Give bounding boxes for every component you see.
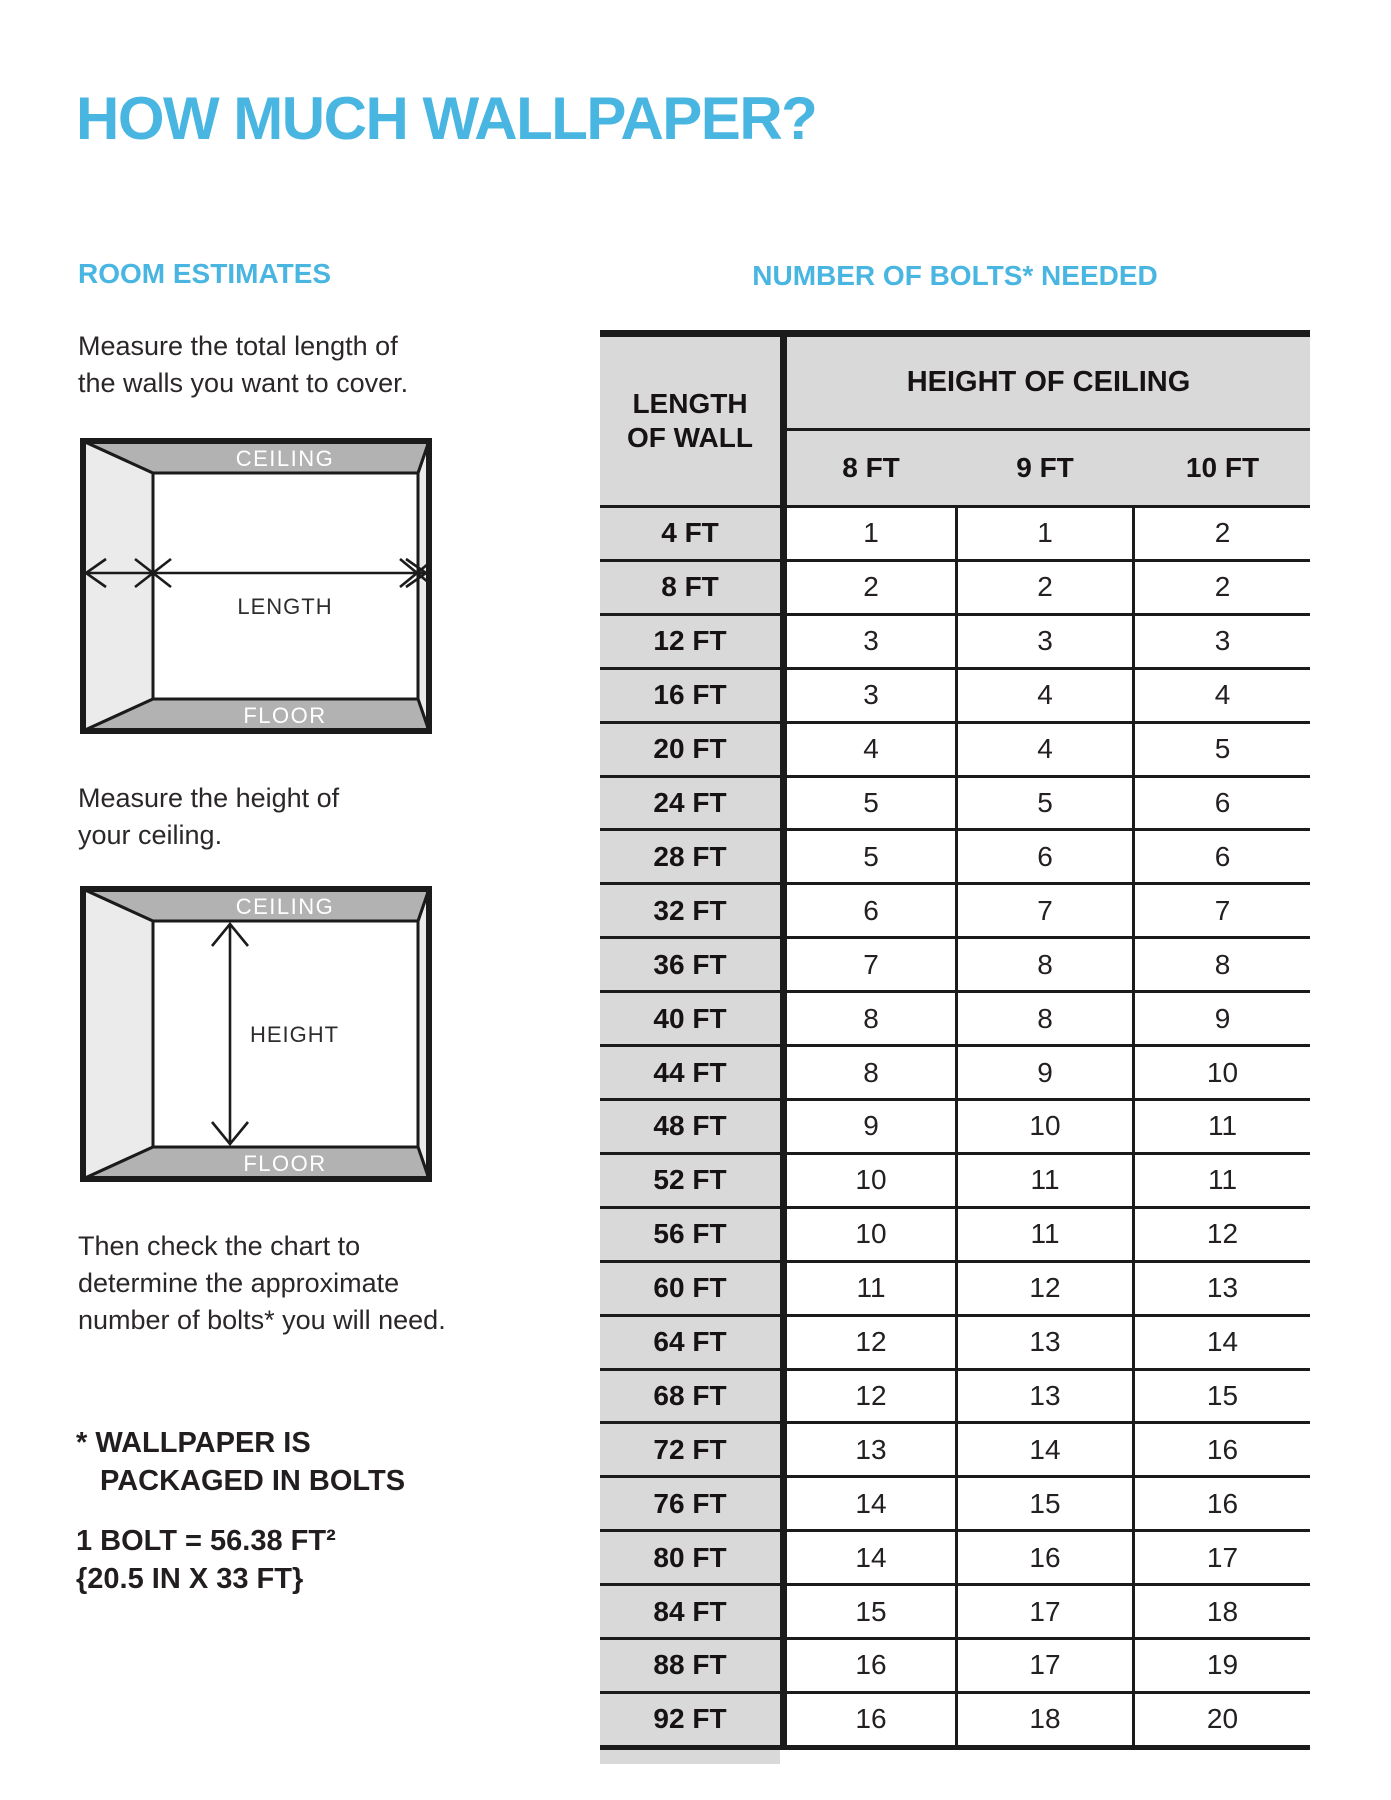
bolt-count-cell: 3 — [1214, 625, 1231, 657]
footnote-bolt-area: 1 BOLT = 56.38 FT² — [76, 1525, 336, 1557]
footnote-bolt-size — [76, 1522, 336, 1598]
room-estimates-heading: ROOM ESTIMATES — [78, 258, 332, 289]
bolt-count-cell: 11 — [1207, 1164, 1238, 1196]
bolt-count-cell: 15 — [855, 1595, 887, 1627]
instruction-length-line1: Measure the total length of — [78, 331, 398, 361]
bolt-count-cell: 4 — [1037, 733, 1053, 765]
row-label: 36 FT — [600, 939, 780, 990]
row-label: 44 FT — [600, 1047, 780, 1098]
bolt-count-cell: 8 — [863, 1002, 879, 1034]
bolt-count-cell: 2 — [1214, 517, 1231, 549]
instruction-height — [78, 780, 339, 854]
bolt-count-cell: 1 — [1037, 517, 1053, 549]
instruction-chart-line2: determine the approximate — [78, 1268, 400, 1298]
bolt-count-cell: 14 — [855, 1541, 887, 1573]
bolt-count-cell: 7 — [1214, 894, 1231, 926]
bolt-count-cell: 11 — [856, 1272, 886, 1304]
footnote-bolts-line2: PACKAGED IN BOLTS — [100, 1465, 406, 1497]
row-label: 72 FT — [600, 1424, 780, 1475]
bolt-count-cell: 11 — [1030, 1164, 1060, 1196]
bolt-count-cell: 10 — [855, 1218, 887, 1250]
bolt-count-cell: 9 — [1037, 1056, 1053, 1088]
ceiling-label: CEILING — [235, 446, 335, 471]
back-wall — [153, 473, 418, 699]
row-label: 24 FT — [600, 778, 780, 829]
floor-label: FLOOR — [243, 1151, 327, 1176]
instruction-height-line1: Measure the height of — [78, 783, 340, 813]
bolt-count-cell: 13 — [1029, 1379, 1061, 1411]
bolts-table — [600, 330, 1310, 1766]
table-divider — [955, 505, 958, 1745]
bolt-count-cell: 9 — [863, 1110, 879, 1142]
height-measure-label: HEIGHT — [250, 1022, 340, 1047]
bolt-count-cell: 16 — [1206, 1487, 1239, 1519]
bolt-count-cell: 12 — [855, 1379, 887, 1411]
bolt-count-cell: 17 — [1029, 1595, 1061, 1627]
ceiling-label: CEILING — [235, 894, 335, 919]
left-wall — [83, 889, 153, 1179]
length-of-wall-header-line1: LENGTH — [632, 388, 748, 419]
row-label: 88 FT — [600, 1640, 780, 1691]
bolt-count-cell: 18 — [1206, 1595, 1239, 1627]
table-top-border — [600, 330, 1310, 337]
bolt-count-cell: 7 — [863, 948, 879, 980]
bolt-count-cell: 9 — [1214, 1002, 1231, 1034]
bolt-count-cell: 3 — [863, 625, 879, 657]
row-label: 68 FT — [600, 1371, 780, 1422]
row-label: 84 FT — [600, 1586, 780, 1637]
bolt-count-cell: 6 — [863, 894, 879, 926]
bolt-count-cell: 15 — [1029, 1487, 1061, 1519]
bolt-count-cell: 14 — [855, 1487, 887, 1519]
row-label: 8 FT — [600, 562, 780, 613]
row-label: 56 FT — [600, 1209, 780, 1260]
room-length-diagram — [80, 438, 432, 734]
row-label: 76 FT — [600, 1478, 780, 1529]
length-measure-label: LENGTH — [237, 594, 333, 619]
length-of-wall-header — [600, 337, 780, 505]
row-label: 60 FT — [600, 1263, 780, 1314]
bolt-count-cell: 17 — [1029, 1649, 1061, 1681]
row-label: 48 FT — [600, 1101, 780, 1152]
row-label: 12 FT — [600, 616, 780, 667]
bolt-count-cell: 4 — [863, 733, 879, 765]
bolt-count-cell: 4 — [1037, 679, 1053, 711]
footnote-bolts — [76, 1424, 405, 1500]
bolt-count-cell: 5 — [863, 786, 879, 818]
bolt-count-cell: 8 — [1037, 1002, 1053, 1034]
bolt-count-cell: 8 — [1037, 948, 1053, 980]
bolt-count-cell: 17 — [1206, 1541, 1239, 1573]
bolt-count-cell: 3 — [863, 679, 879, 711]
table-footer-stub — [600, 1750, 780, 1764]
instruction-length-line2: the walls you want to cover. — [78, 368, 409, 398]
bolt-count-cell: 20 — [1206, 1703, 1239, 1735]
bolt-count-cell: 7 — [1037, 894, 1053, 926]
bolt-count-cell: 5 — [1037, 786, 1053, 818]
column-header-10ft: 10 FT — [1185, 452, 1260, 483]
row-label: 64 FT — [600, 1317, 780, 1368]
bolt-count-cell: 10 — [855, 1164, 887, 1196]
table-divider-thick — [780, 337, 787, 1750]
bolt-count-cell: 6 — [1214, 840, 1231, 872]
bolt-count-cell: 16 — [1206, 1433, 1239, 1465]
table-divider — [1132, 505, 1135, 1745]
room-height-diagram — [80, 886, 432, 1182]
bolt-count-cell: 13 — [855, 1433, 887, 1465]
instruction-length — [78, 328, 408, 402]
row-label: 4 FT — [600, 508, 780, 559]
bolt-count-cell: 16 — [855, 1649, 887, 1681]
bolt-count-cell: 19 — [1206, 1649, 1239, 1681]
bolt-count-cell: 18 — [1029, 1703, 1061, 1735]
bolt-count-cell: 12 — [1206, 1218, 1239, 1250]
bolt-count-cell: 13 — [1206, 1272, 1239, 1304]
footnote-bolts-line1: * WALLPAPER IS — [76, 1427, 311, 1459]
height-of-ceiling-header: HEIGHT OF CEILING — [787, 337, 1310, 428]
bolt-count-cell: 11 — [1207, 1110, 1238, 1142]
bolt-count-cell: 14 — [1029, 1433, 1061, 1465]
bolt-count-cell: 6 — [1214, 786, 1231, 818]
bolt-count-cell: 8 — [863, 1056, 879, 1088]
bolt-count-cell: 16 — [1029, 1541, 1061, 1573]
bolt-count-cell: 16 — [855, 1703, 887, 1735]
instruction-chart-line1: Then check the chart to — [78, 1231, 361, 1261]
bolt-count-cell: 2 — [1037, 571, 1053, 603]
instruction-chart-line3: number of bolts* you will need. — [78, 1305, 446, 1335]
row-label: 80 FT — [600, 1532, 780, 1583]
bolt-count-cell: 10 — [1206, 1056, 1239, 1088]
bolt-count-cell: 12 — [1029, 1272, 1061, 1304]
row-label: 40 FT — [600, 993, 780, 1044]
row-label: 20 FT — [600, 724, 780, 775]
bolt-count-cell: 8 — [1214, 948, 1231, 980]
footnote-bolt-dimensions: {20.5 IN X 33 FT} — [76, 1563, 304, 1595]
bolt-count-cell: 10 — [1029, 1110, 1061, 1142]
column-header-9ft: 9 FT — [1016, 452, 1074, 483]
bolt-count-cell: 12 — [855, 1326, 887, 1358]
column-header-8ft: 8 FT — [842, 452, 900, 483]
row-label: 16 FT — [600, 670, 780, 721]
bolt-count-cell: 2 — [863, 571, 879, 603]
bolt-count-cell: 5 — [1214, 733, 1231, 765]
bolt-count-cell: 13 — [1029, 1326, 1061, 1358]
bolt-count-cell: 14 — [1206, 1326, 1239, 1358]
bolt-count-cell: 3 — [1037, 625, 1053, 657]
bolt-count-cell: 4 — [1214, 679, 1231, 711]
length-of-wall-header-line2: OF WALL — [627, 422, 753, 453]
row-label: 32 FT — [600, 885, 780, 936]
left-wall — [83, 441, 153, 731]
row-label: 28 FT — [600, 831, 780, 882]
bolt-count-cell: 2 — [1214, 571, 1231, 603]
bolt-count-cell: 15 — [1206, 1379, 1239, 1411]
bolt-count-cell: 11 — [1030, 1218, 1060, 1250]
instruction-chart — [78, 1228, 446, 1339]
bolts-table-heading: NUMBER OF BOLTS* NEEDED — [752, 260, 1158, 291]
bolt-count-cell: 6 — [1037, 840, 1053, 872]
page-title: HOW MUCH WALLPAPER? — [76, 85, 817, 152]
row-label: 52 FT — [600, 1155, 780, 1206]
instruction-height-line2: your ceiling. — [78, 820, 223, 850]
row-label: 92 FT — [600, 1694, 780, 1745]
bolt-count-cell: 5 — [863, 840, 879, 872]
bolt-count-cell: 1 — [863, 517, 879, 549]
floor-label: FLOOR — [243, 703, 327, 728]
